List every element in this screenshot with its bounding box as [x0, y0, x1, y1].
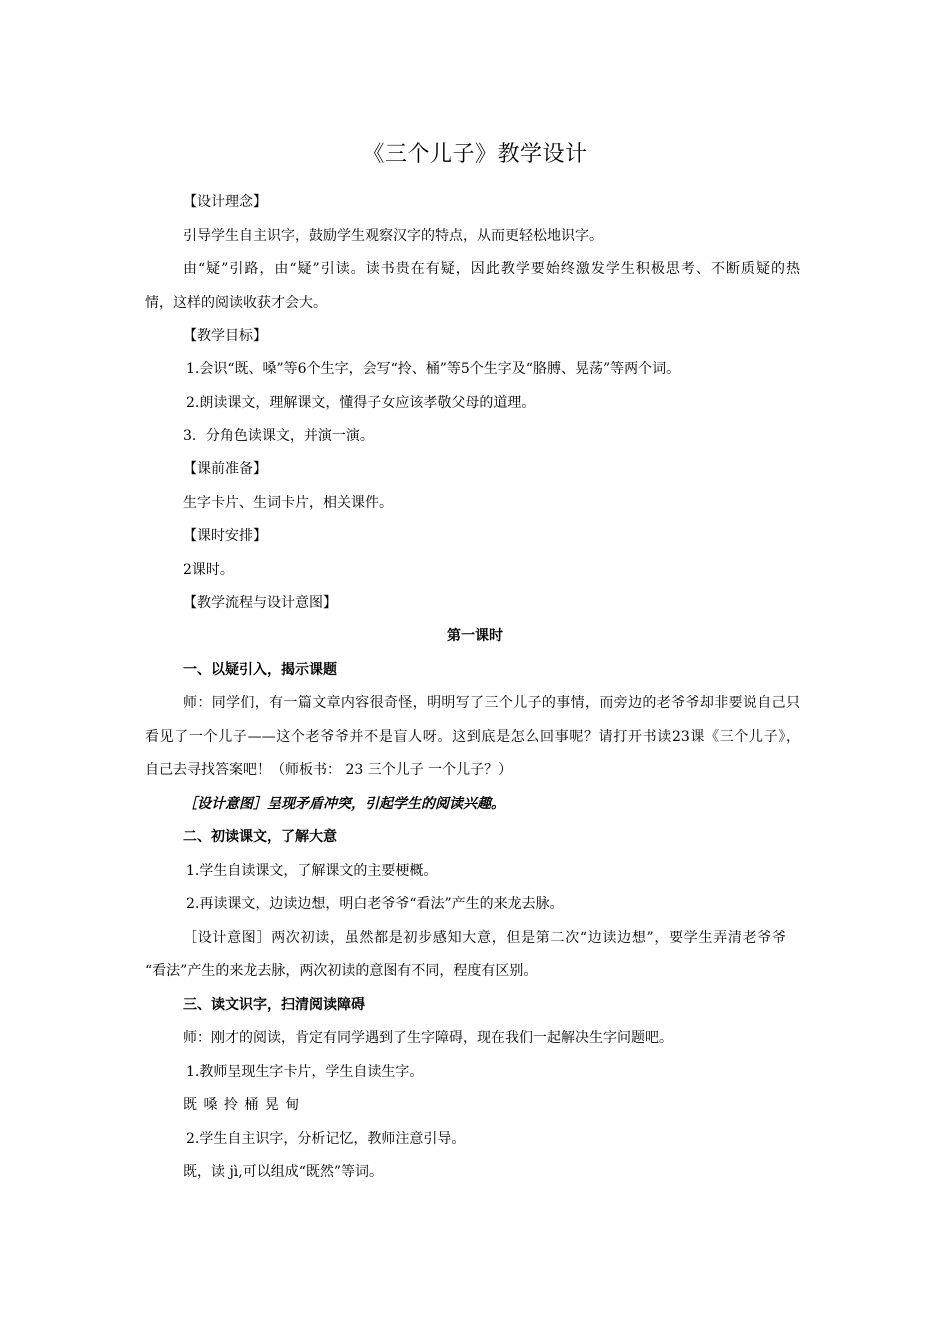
- step-2-heading: 二、初读课文，了解大意: [183, 829, 337, 845]
- step-1-paragraph-line-2: 看见了一个儿子——这个老爷爷并不是盲人呀。这到底是怎么回事呢？请打开书读23课《三个儿子》，: [145, 729, 800, 745]
- step-1-paragraph-line-1: 师：同学们，有一篇文章内容很奇怪，明明写了三个儿子的事情，而旁边的老爷爷却非要说自己只: [183, 695, 800, 711]
- document-title: 《三个儿子》教学设计: [362, 142, 588, 167]
- step-1-paragraph-line-3: 自己去寻找答案吧！（师板书： 23 三个儿子 一个儿子？）: [145, 762, 513, 778]
- goal-item-2: 2.朗读课文，理解课文，懂得子女应该孝敬父母的道理。: [186, 395, 536, 411]
- step-3-item-2: 2.学生自主识字，分析记忆，教师注意引导。: [186, 1131, 466, 1147]
- design-concept-paragraph-2-line-2: 情，这样的阅读收获才会大。: [145, 295, 327, 311]
- design-concept-heading: 【设计理念】: [183, 194, 267, 210]
- goal-item-3: 3．分角色读课文，并演一演。: [183, 428, 374, 444]
- step-3-note: 既，读 jì,可以组成“既然”等词。: [183, 1164, 384, 1180]
- step-3-item-1: 1.教师呈现生字卡片，学生自读生字。: [186, 1064, 424, 1080]
- step-3-heading: 三、读文识字，扫清阅读障碍: [183, 997, 365, 1013]
- prep-text: 生字卡片、生词卡片，相关课件。: [183, 495, 393, 511]
- goals-heading: 【教学目标】: [183, 328, 267, 344]
- step-3-characters: 既 嗓 拎 桶 晃 甸: [183, 1097, 301, 1113]
- step-1-design-intent: ［设计意图］呈现矛盾冲突，引起学生的阅读兴趣。: [183, 796, 505, 812]
- schedule-heading: 【课时安排】: [183, 528, 267, 544]
- design-concept-paragraph-2-line-1: 由“疑”引路，由“疑”引读。读书贵在有疑，因此教学要始终激发学生积极思考、不断质疑的热: [183, 261, 800, 277]
- step-2-design-intent-line-1: ［设计意图］两次初读，虽然都是初步感知大意，但是第二次“边读边想”，要学生弄清老爷爷: [183, 930, 786, 946]
- schedule-text: 2课时。: [183, 562, 234, 578]
- goal-item-1: 1.会识“既、嗓”等6个生字，会写“拎、桶”等5个生字及“胳膊、晃荡”等两个词。: [186, 361, 681, 377]
- flow-heading: 【教学流程与设计意图】: [183, 595, 337, 611]
- step-2-item-2: 2.再读课文，边读边想，明白老爷爷“看法”产生的来龙去脉。: [186, 896, 564, 912]
- step-3-intro: 师：刚才的阅读，肯定有同学遇到了生字障碍，现在我们一起解决生字问题吧。: [183, 1030, 673, 1046]
- prep-heading: 【课前准备】: [183, 461, 267, 477]
- lesson-title: 第一课时: [447, 628, 503, 644]
- step-2-design-intent-line-2: “看法”产生的来龙去脉，两次初读的意图有不同，程度有区别。: [145, 963, 538, 979]
- step-2-item-1: 1.学生自读课文，了解课文的主要梗概。: [186, 863, 438, 879]
- design-concept-paragraph-1: 引导学生自主识字，鼓励学生观察汉字的特点，从而更轻松地识字。: [183, 228, 603, 244]
- step-1-heading: 一、以疑引入，揭示课题: [183, 662, 337, 678]
